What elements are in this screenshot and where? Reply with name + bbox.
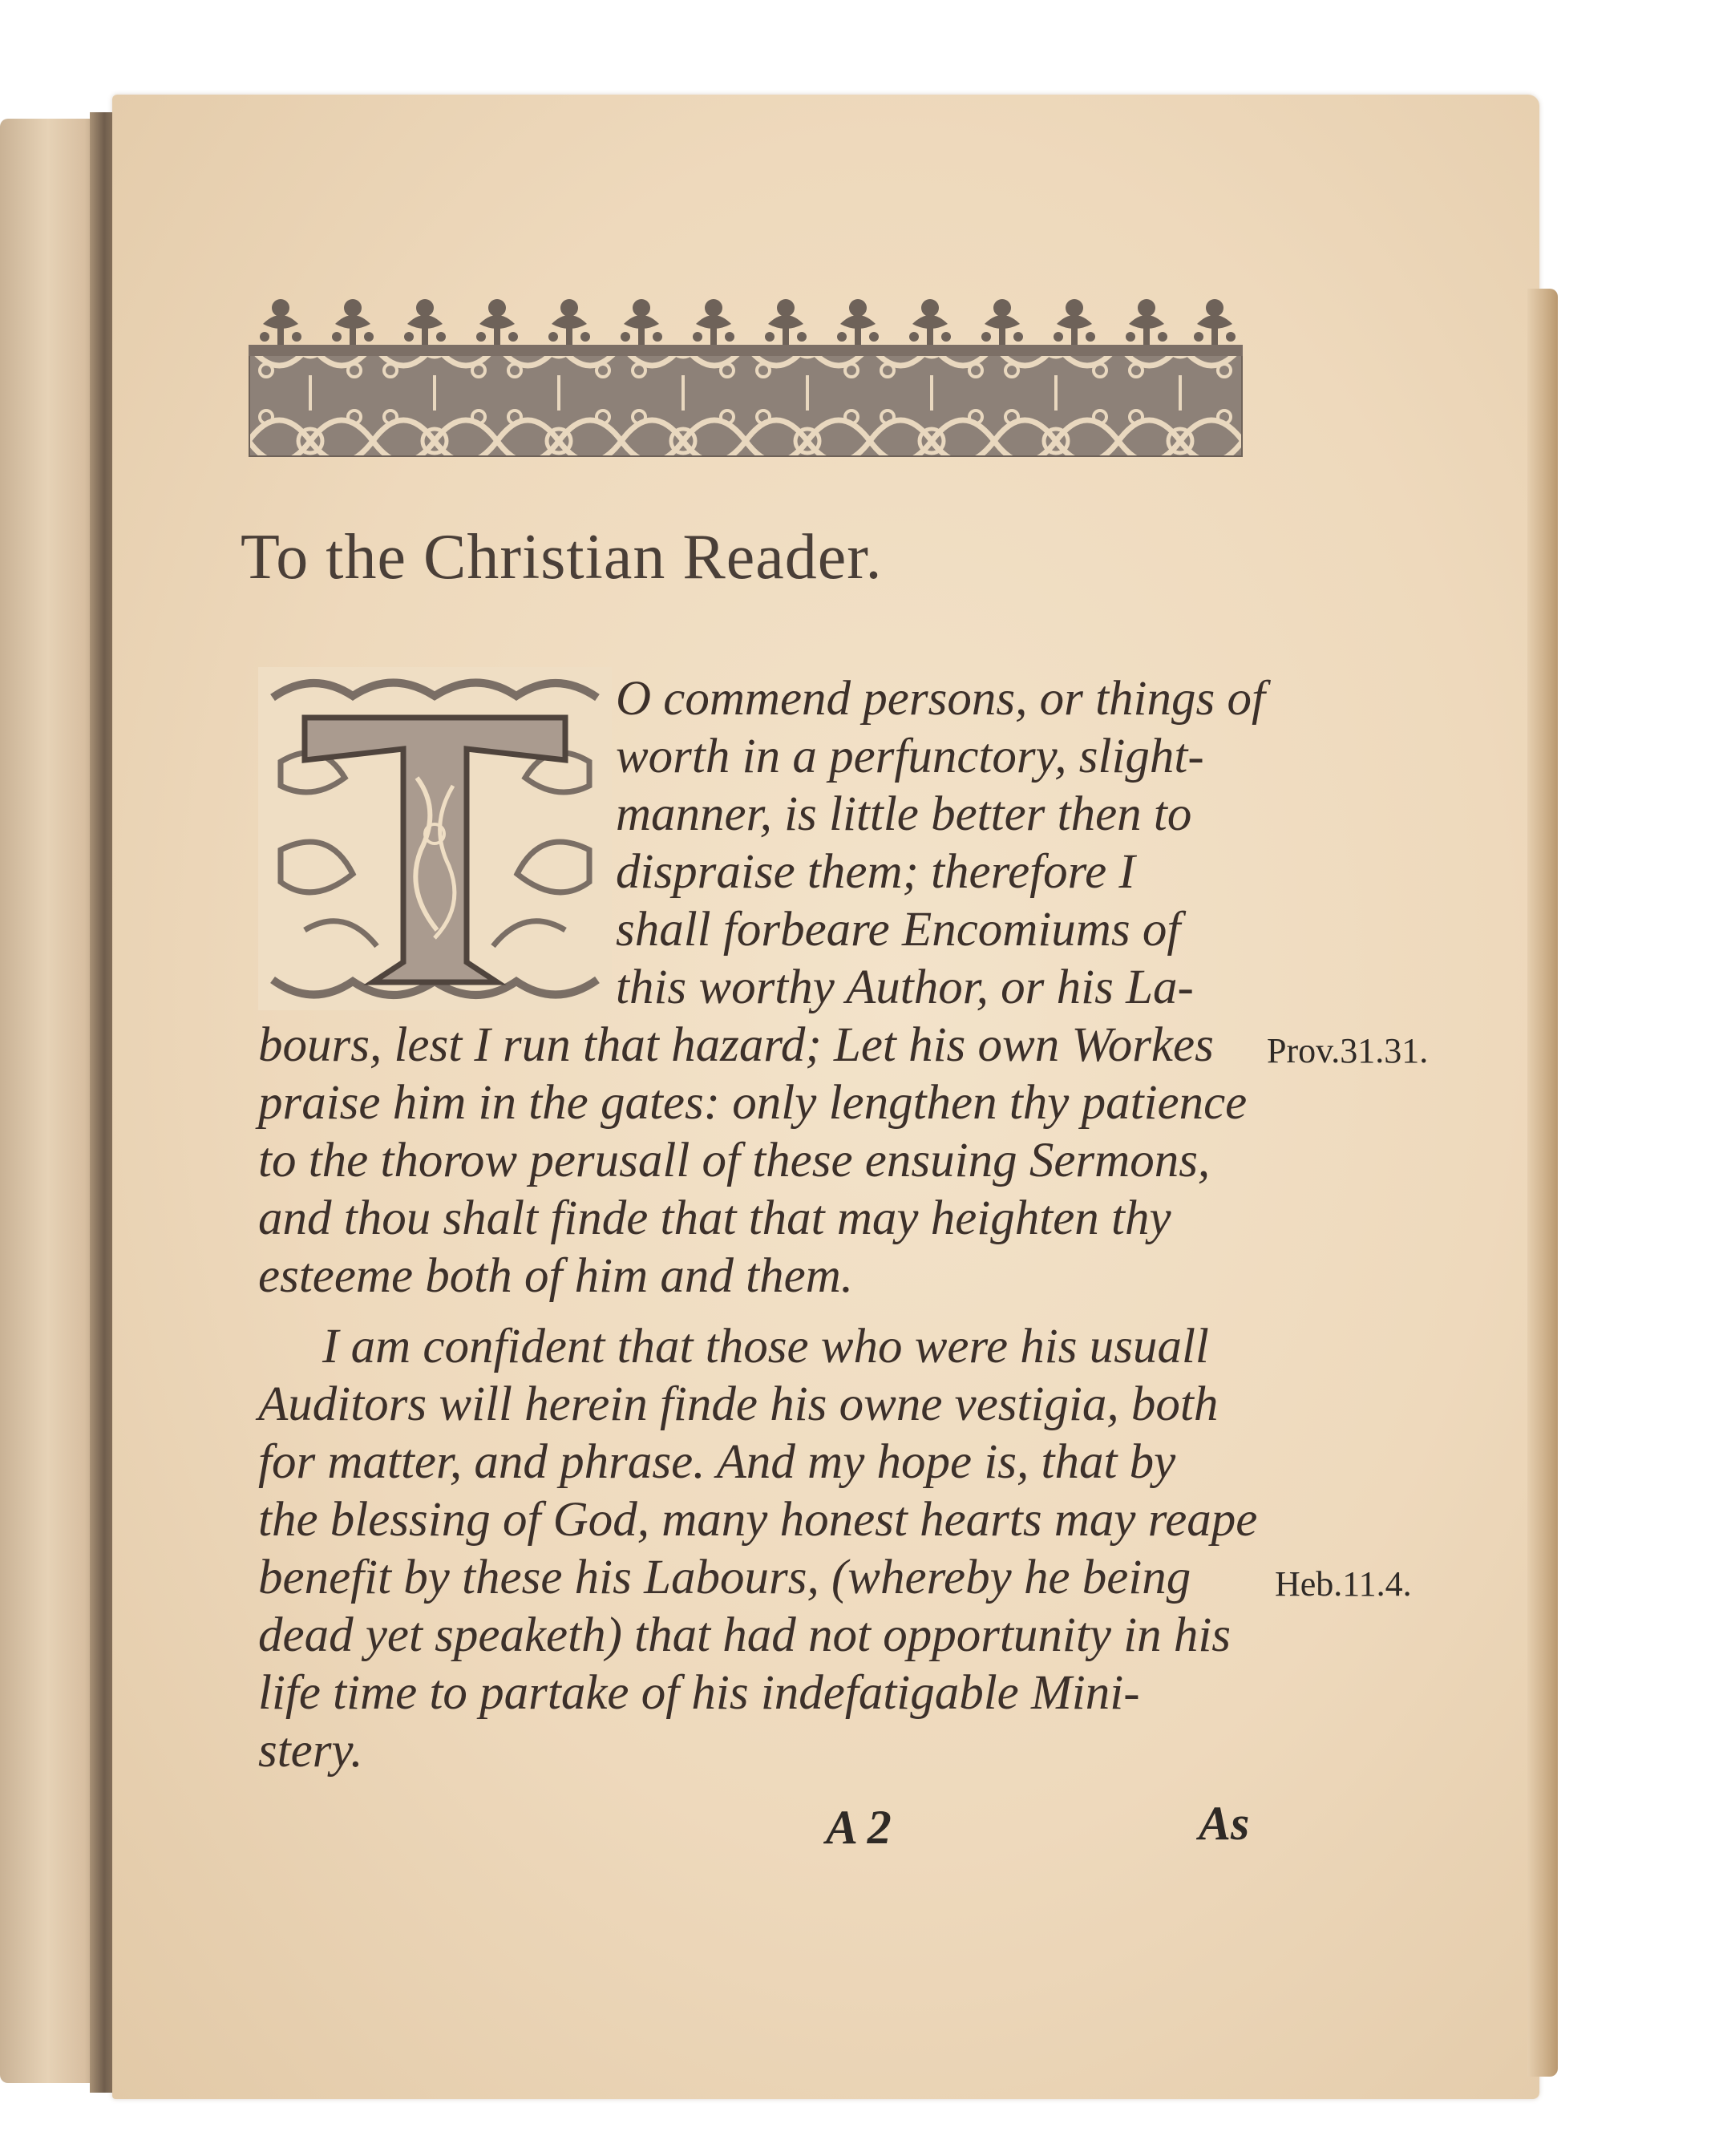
signature-mark: A 2	[826, 1801, 892, 1854]
margin-note: Heb.11.4.	[1275, 1564, 1412, 1604]
catchword: As	[1199, 1797, 1250, 1850]
text-line: I am confident that those who were his usuall	[322, 1320, 1209, 1373]
text-line: this worthy Author, or his La-	[616, 961, 1194, 1014]
text-line: Auditors will herein finde his owne vestigia, both	[258, 1377, 1219, 1431]
text-line: praise him in the gates: only lengthen thy patience	[258, 1076, 1248, 1130]
text-line: benefit by these his Labours, (whereby he being	[258, 1551, 1191, 1604]
page-fore-edge	[1527, 289, 1558, 2077]
text-line: to the thorow perusall of these ensuing Sermons,	[258, 1134, 1211, 1187]
text-line: life time to partake of his indefatigable Mini-	[258, 1666, 1140, 1720]
text-line: esteeme both of him and them.	[258, 1249, 854, 1303]
text-line: for matter, and phrase. And my hope is, that by	[258, 1435, 1176, 1489]
text-line: O commend persons, or things of	[616, 672, 1265, 726]
text-line: dispraise them; therefore I	[616, 845, 1135, 899]
text-line: manner, is little better then to	[616, 787, 1192, 841]
text-line: stery.	[258, 1724, 363, 1778]
text-line: dead yet speaketh) that had not opportunity in his	[258, 1608, 1232, 1662]
page-heading: To the Christian Reader.	[241, 522, 883, 593]
ornamental-headpiece-icon	[249, 297, 1243, 457]
text-line: and thou shalt finde that that may heighten thy	[258, 1191, 1171, 1245]
margin-note: Prov.31.31.	[1267, 1031, 1429, 1070]
decorated-initial-icon	[257, 665, 613, 1012]
text-line: shall forbeare Encomiums of	[616, 903, 1181, 957]
text-line: worth in a perfunctory, slight-	[616, 730, 1204, 783]
text-line: the blessing of God, many honest hearts may reape	[258, 1493, 1258, 1547]
text-line: bours, lest I run that hazard; Let his own Workes	[258, 1018, 1214, 1072]
